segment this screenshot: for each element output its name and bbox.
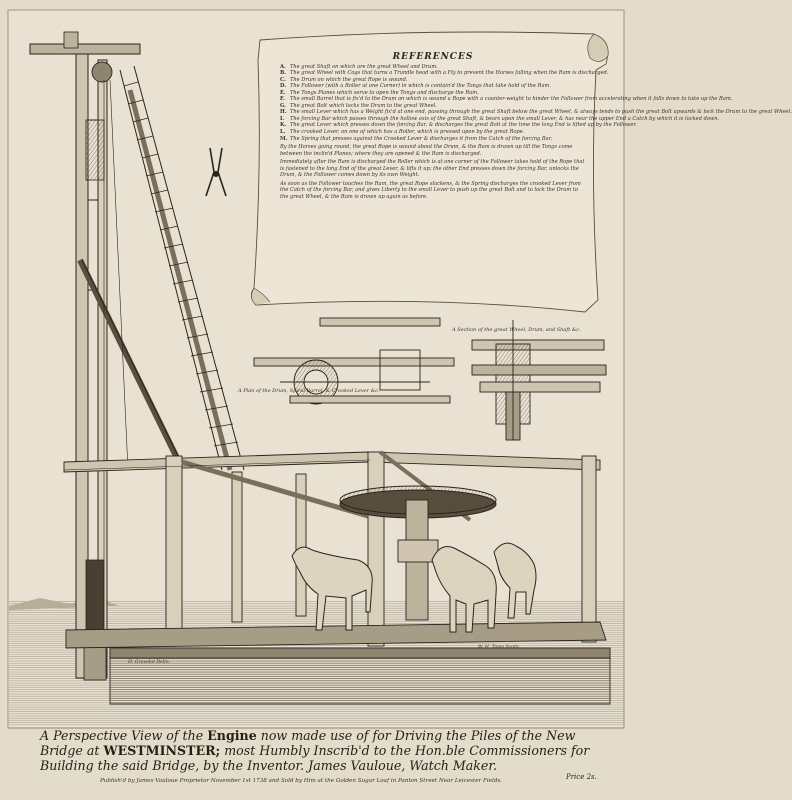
ref-text: The Follower (with a Roller at one Corner) in which is contain'd the Tongs that take hold of the Ram. [290,83,551,90]
ref-text: The great Shaft on which are the great Wheel and Drum. [290,63,438,70]
references-paragraph: By the Horses going round, the great Rope is wound about the Drum, & the Ram is drawn up till the Tongs come between the inclin'd Planes; where they are opened & the Ram is discharged. [280,144,573,157]
price-label: Price 2s. [566,773,597,781]
ref-text: The forcing Bar which passes through the hollow axis of the great Shaft, & bears upon the small Lever, & has near the upper End a Catch by which it is locked down. [290,115,720,122]
ref-key: M. [280,135,288,142]
engraver-credit-right: W. H. Toms Sculp. [478,645,520,650]
references-paragraph: Immediately after the Ram is discharged the Roller which is at one corner of the Follower takes hold of the Rope that is fastened to the long End of the great Lever, & lifts it up; the other End presses down the forcing Bar, unlocks the Drum, & the Follower comes down by its own Weight. [280,159,585,179]
ref-key: H. [280,109,287,116]
ref-key: D. [280,83,287,90]
title-inventor: James Vauloue, Watch Maker. [308,758,498,773]
ref-key: I. [280,115,285,122]
ref-text: The small Barrel that is fix'd to the Drum on which is wound a Rope with a counter-weight to hinder the Follower from accelerating when it falls down to take up the Ram. [290,96,733,103]
ref-text: The Spring that presses against the Crooked Lever & discharges it from the Catch of the forcing Bar. [290,135,553,142]
references-heading: REFERENCES [392,52,474,62]
references-panel [280,52,792,306]
ref-text: The great Lever which presses down the forcing Bar, & discharges the great Bolt at the time the long End is lifted up by the Follower. [290,122,637,129]
ref-text: The small Lever which has a Weight fix'd at one end, passing through the great Shaft below the great Wheel, & always tends to push the great Bolt upwards & lock the Drum to the great Wheel. [290,109,792,116]
title-part-2: now made use of for Driving the Piles of the New Bridge at [40,728,576,758]
ref-key: C. [280,76,286,83]
title-engine: Engine [207,728,257,743]
ref-text: The Tongs Planes which serve to open the Tongs and discharge the Ram. [290,89,479,96]
ref-text: The crooked Lever, on one of which has a Roller, which is pressed upon by the great Rope. [290,129,525,136]
title-westminster: WESTMINSTER; [103,743,221,758]
ref-key: L. [280,129,286,136]
ref-key: F. [280,96,285,103]
ref-text: The Drum on which the great Rope is wound. [290,76,408,83]
title-part-3: most Humbly Inscrib'd to the Hon.ble Commissioners for Building the said Bridge, by the Inventor. [40,743,590,773]
ref-text: The great Bolt which locks the Drum to the great Wheel. [290,102,437,109]
title-part-1: A Perspective View of the [40,728,204,743]
ref-key: E. [280,89,286,96]
ref-key: K. [280,122,287,129]
references-paragraph: As soon as the Follower touches the Ram, the great Rope slackens, & the Spring discharges the crooked Lever from the Catch of the forcing Bar, and gives Liberty to the small Lever to push up the great Bolt and to lock the Drum to the great Wheel, & the Ram is drawn up again as before. [280,180,581,200]
ref-text: The great Wheel with Cogs that turns a Trundle head with a Fly to prevent the Horses falling when the Ram is discharged. [290,70,609,77]
reference-item [280,136,586,143]
engraver-credit-left: H. Gravelot Delin. [128,660,171,665]
publisher-imprint: Publish'd by James Vauloue Proprietor November 1st 1738 and Sold by Him at the Golden Sugar Loaf in Panton Street Near Leicester Fields. [100,778,502,784]
ref-key: B. [280,70,287,77]
ref-key: A. [280,63,286,70]
ref-key: G. [280,102,286,109]
plan-caption: A Plan of the Drum, Spiral Barrel, & Crooked Lever &c. [238,388,380,394]
plate-title [40,728,600,773]
section-caption: A Section of the great Wheel, Drum, and Shaft &c. [452,327,581,333]
